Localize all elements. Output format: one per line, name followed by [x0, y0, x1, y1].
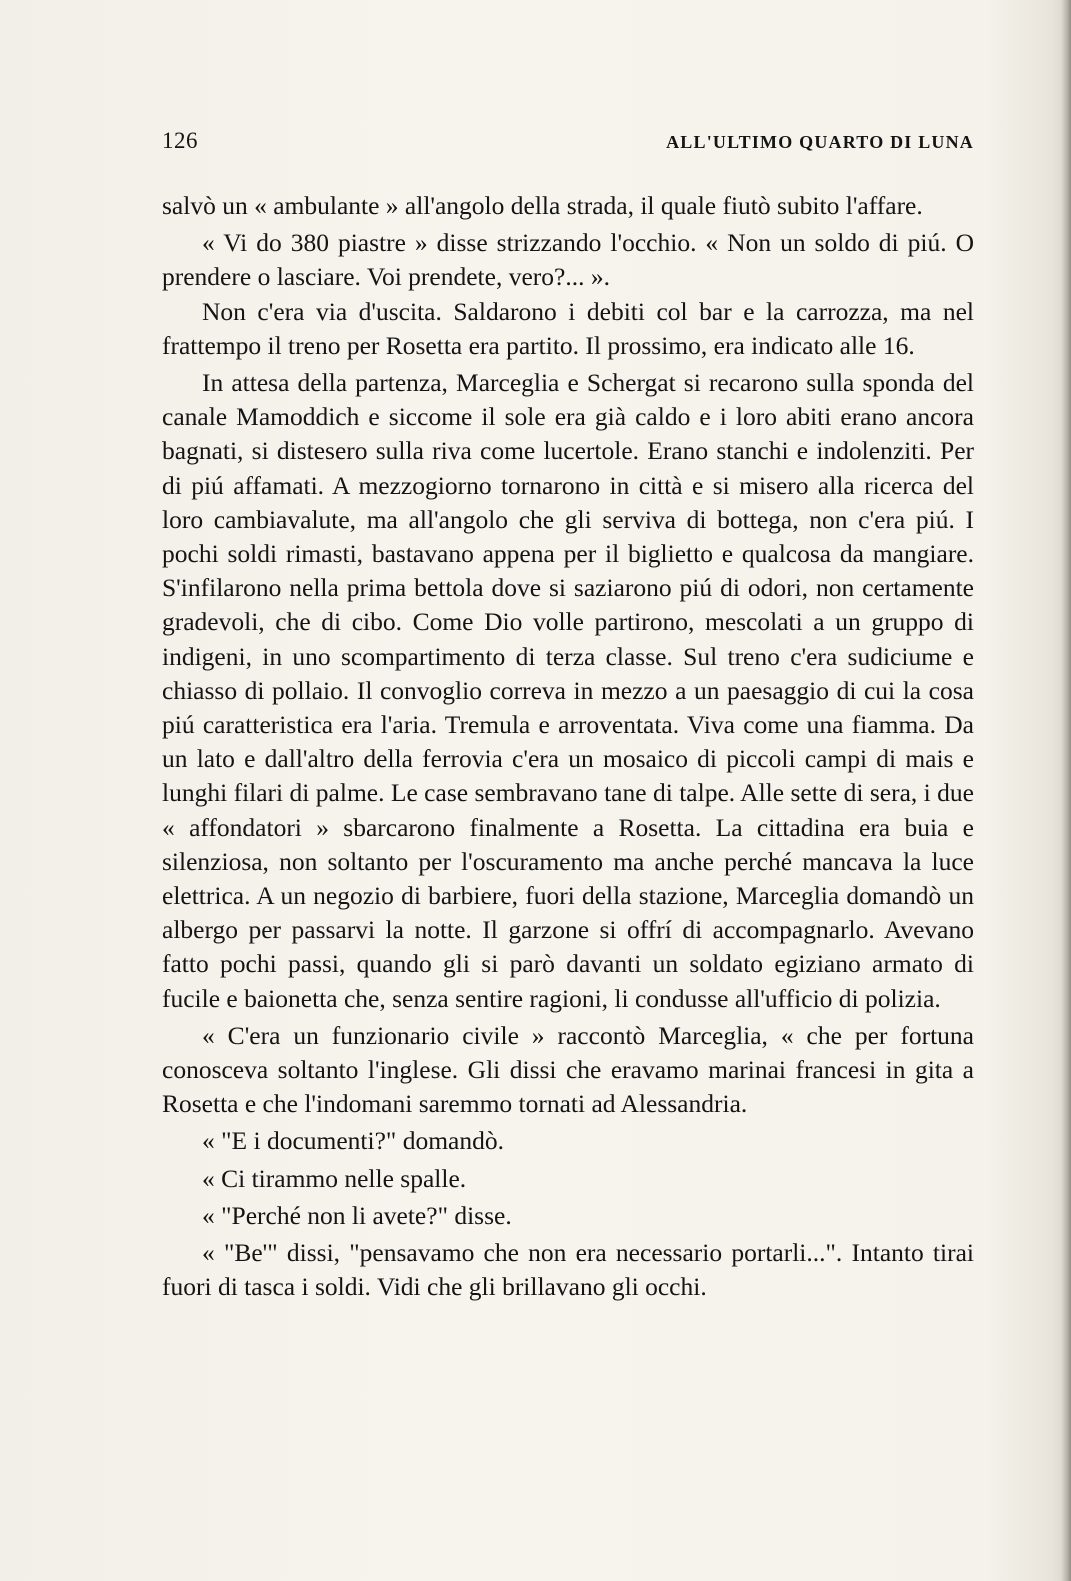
paragraph: « Vi do 380 piastre » disse strizzando l'occhio. « Non un soldo di piú. O prendere o lasciare. Voi prendete, vero?... ». [162, 228, 974, 292]
paragraph: Non c'era via d'uscita. Saldarono i debiti col bar e la carrozza, ma nel frattempo il treno per Rosetta era partito. Il prossimo, era indicato alle 16. [162, 296, 974, 360]
page-number: 126 [162, 128, 198, 153]
paragraph: salvò un « ambulante » all'angolo della strada, il quale fiutò subito l'affare. [162, 191, 923, 220]
paragraph: « C'era un funzionario civile » raccontò Marceglia, « che per fortuna conosceva soltanto l'inglese. Gli dissi che eravamo marinai francesi in gita a Rosetta e che l'indomani saremmo tornati ad Alessandria. [162, 1020, 974, 1119]
paragraph: In attesa della partenza, Marceglia e Schergat si recarono sulla sponda del canale Mamoddich e siccome il sole era già caldo e i loro abiti erano ancora bagnati, si distesero sulla riva come lucertole. Erano stanchi e indolenziti. Per di piú affamati. A mezzogiorno tornarono in città e si misero alla ricerca del loro cambiavalute, ma all'angolo che gli serviva di bottega, non c'era piú. I pochi soldi rimasti, bastavano appena per il biglietto e qualcosa da mangiare. S'infilarono nella prima bettola dove si saziarono piú di odori, non certamente gradevoli, che di cibo. Come Dio volle partirono, mescolati a un gruppo di indigeni, in uno scompartimento di terza classe. Sul treno c'era sudiciume e chiasso di pollaio. Il convoglio correva in mezzo a un paesaggio di cui la cosa piú caratteristica era l'aria. Tremula e arroventata. Viva come una fiamma. Da un lato e dall'altro della ferrovia c'era un mosaico di piccoli campi di mais e lunghi filari di palme. Le case sembravano tane di talpe. Alle sette di sera, i due « affondatori » sbarcarono finalmente a Rosetta. La cittadina era buia e silenziosa, non soltanto per l'oscuramento ma anche perché mancava la luce elettrica. A un negozio di barbiere, fuori della stazione, Marceglia domandò un albergo per passarvi la notte. Il garzone si offrí di accompagnarlo. Avevano fatto pochi passi, quando gli si parò davanti un soldato egiziano armato di fucile e baionetta che, senza sentire ragioni, li condusse all'ufficio di polizia. [162, 368, 974, 1013]
paragraph: « "Perché non li avete?" disse. [202, 1200, 512, 1230]
paragraph: « "Be'" dissi, "pensavamo che non era necessario portarli...". Intanto tirai fuori di tasca i soldi. Vidi che gli brillavano gli occhi. [162, 1238, 974, 1302]
paragraph: « Ci tirammo nelle spalle. [202, 1163, 467, 1193]
running-title: ALL'ULTIMO QUARTO DI LUNA [666, 132, 974, 152]
page-header [162, 128, 974, 158]
paragraph: « "E i documenti?" domandò. [202, 1126, 504, 1156]
body-text [162, 189, 974, 1305]
page-edge-shadow [1061, 0, 1071, 1581]
